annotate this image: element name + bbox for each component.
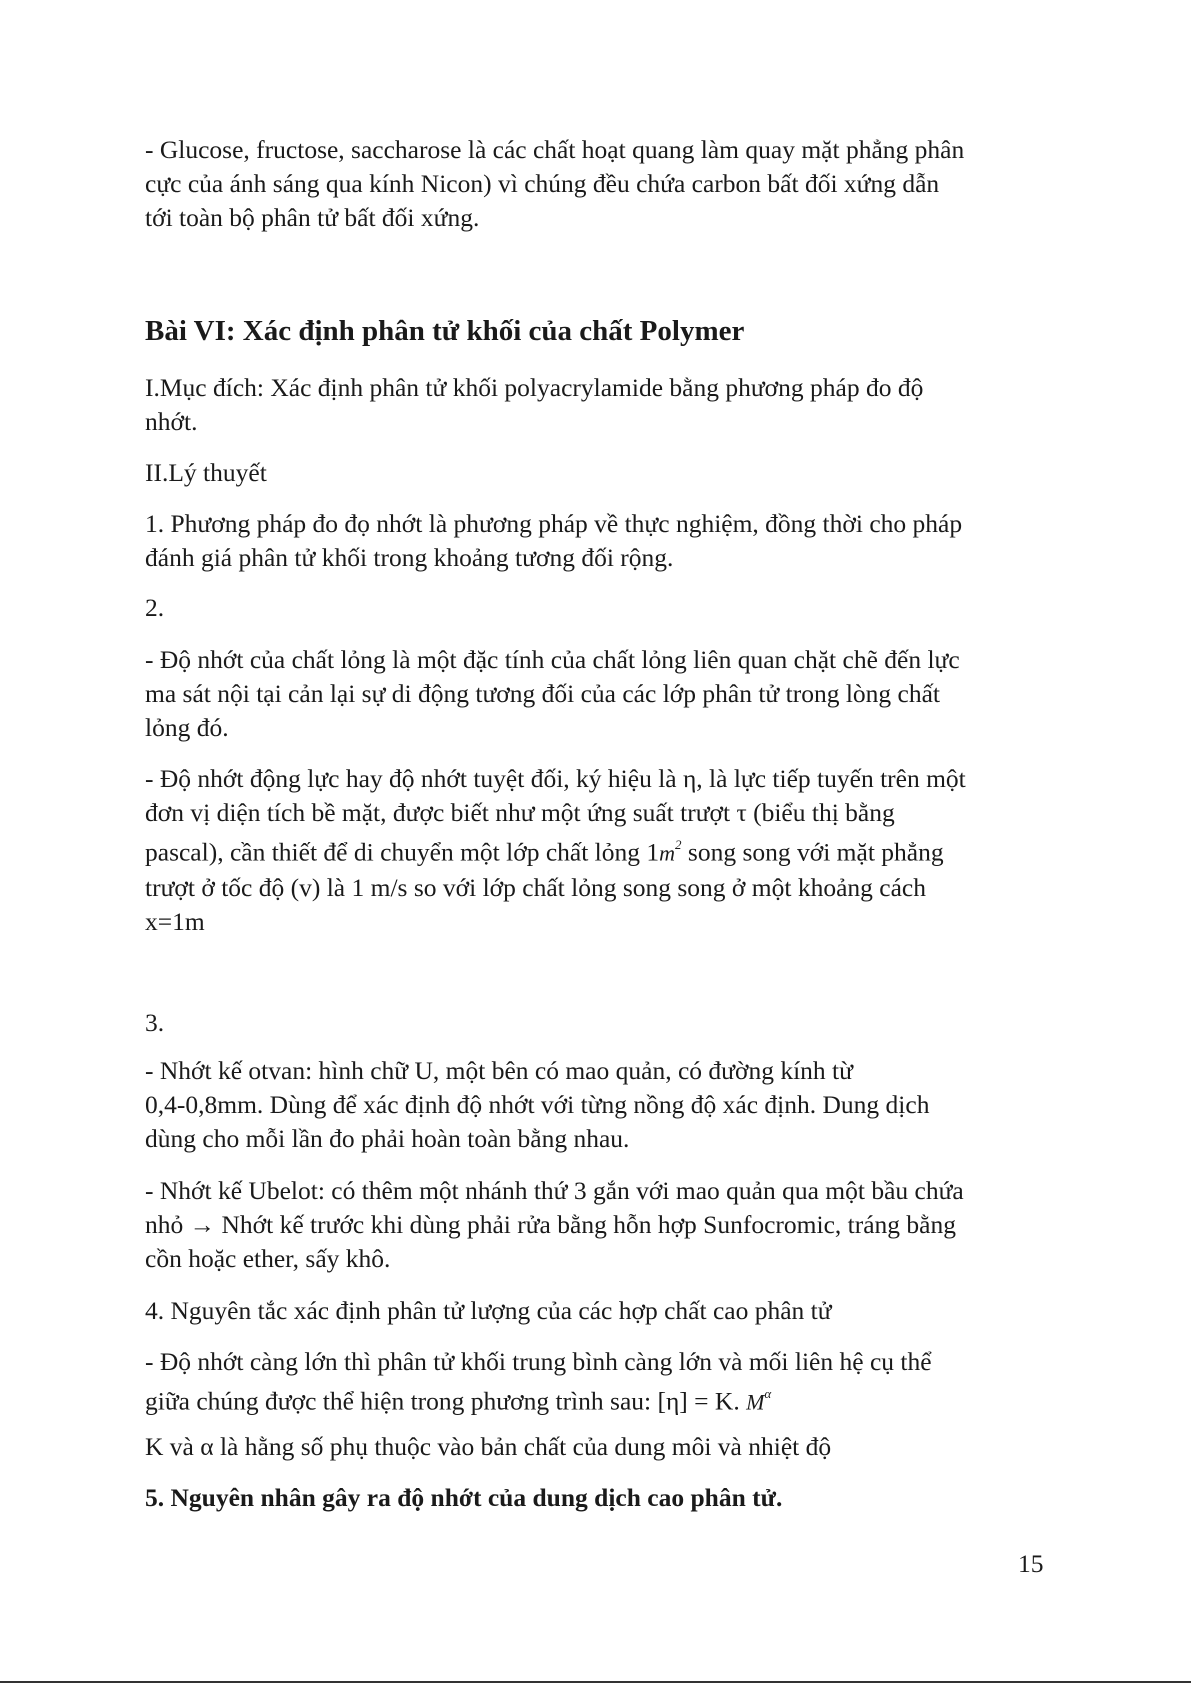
text-line: 1. Phương pháp đo đọ nhớt là phương pháp về thực nghiệm, đồng thời cho pháp: [145, 509, 963, 538]
superscript: α: [764, 1386, 772, 1401]
text-line: đánh giá phân tử khối trong khoảng tương đối rộng.: [145, 543, 674, 572]
item-2-paragraph-1: [145, 643, 1050, 745]
page-number: 15: [1018, 1549, 1044, 1578]
item-3-paragraph-2: [145, 1174, 1050, 1276]
text-segment: giữa chúng được thể hiện trong phương trình sau: [η] = K.: [145, 1386, 747, 1416]
item-3-paragraph-1: [145, 1054, 1050, 1156]
text-line: x=1m: [145, 906, 205, 936]
text-line: - Nhớt kế Ubelot: có thêm một nhánh thứ 3 gắn với mao quản qua một bầu chứa: [145, 1176, 964, 1205]
text-line: - Độ nhớt của chất lỏng là một đặc tính của chất lỏng liên quan chặt chẽ đến lực: [145, 645, 960, 674]
text-segment: song song với mặt phẳng: [681, 837, 944, 867]
text-line: - Độ nhớt động lực hay độ nhớt tuyệt đối, ký hiệu là η, là lực tiếp tuyến trên một: [145, 764, 966, 793]
text-line: II.Lý thuyết: [145, 458, 267, 487]
theory-title: [145, 456, 1050, 490]
item-4-title: [145, 1294, 1050, 1328]
text-line: [145, 830, 1050, 871]
text-line: đơn vị diện tích bề mặt, được biết như một ứng suất trượt τ (biểu thị bằng: [145, 798, 895, 827]
text-line: - Độ nhớt càng lớn thì phân tử khối trung bình càng lớn và mối liên hệ cụ thể: [145, 1347, 932, 1376]
text-line: [145, 1379, 1050, 1420]
text-line: K và α là hằng số phụ thuộc vào bản chất của dung môi và nhiệt độ: [145, 1432, 832, 1461]
text-line: nhớt.: [145, 407, 198, 436]
text-line: tới toàn bộ phân tử bất đối xứng.: [145, 203, 480, 232]
text-segment: pascal), cần thiết để di chuyển một lớp chất lỏng 1: [145, 837, 660, 867]
text-line: cực của ánh sáng qua kính Nicon) vì chúng đều chứa carbon bất đối xứng dẫn: [145, 169, 940, 198]
item-3-label: [145, 1006, 1050, 1040]
intro-paragraph: [145, 133, 1050, 235]
text-line: - Nhớt kế otvan: hình chữ U, một bên có mao quản, có đường kính từ: [145, 1056, 853, 1085]
superscript: 2: [675, 837, 682, 852]
text-line: 0,4-0,8mm. Dùng để xác định độ nhớt với từng nồng độ xác định. Dung dịch: [145, 1090, 930, 1119]
item-2-paragraph-2: [145, 762, 1050, 939]
text-line: 3.: [145, 1008, 165, 1037]
text-line: dùng cho mỗi lần đo phải hoàn toàn bằng nhau.: [145, 1124, 630, 1153]
purpose-paragraph: [145, 371, 1050, 439]
text-line: 2.: [145, 593, 165, 622]
text-line: I.Mục đích: Xác định phân tử khối polyacrylamide bằng phương pháp đo độ: [145, 373, 924, 402]
text-line: cồn hoặc ether, sấy khô.: [145, 1244, 391, 1273]
unit-symbol: m: [659, 840, 676, 866]
section-heading: Bài VI: Xác định phân tử khối của chất Polymer: [145, 315, 745, 347]
text-line: 4. Nguyên tắc xác định phân tử lượng của các hợp chất cao phân tử: [145, 1296, 832, 1325]
text-line: trượt ở tốc độ (v) là 1 m/s so với lớp chất lỏng song song ở một khoảng cách: [145, 872, 926, 902]
formula-base: M: [746, 1389, 765, 1415]
item-4-paragraph-1: [145, 1345, 1050, 1420]
item-4-paragraph-2: [145, 1430, 1050, 1464]
text-line: - Glucose, fructose, saccharose là các chất hoạt quang làm quay mặt phẳng phân: [145, 135, 965, 164]
item-1-paragraph: [145, 507, 1050, 575]
text-line: lỏng đó.: [145, 713, 229, 742]
text-line: 5. Nguyên nhân gây ra độ nhớt của dung dịch cao phân tử.: [145, 1483, 783, 1512]
item-2-label: [145, 591, 1050, 625]
page-divider: [0, 1681, 1191, 1683]
item-5-title: [145, 1481, 1050, 1515]
text-line: ma sát nội tại cản lại sự di động tương đối của các lớp phân tử trong lòng chất: [145, 679, 940, 708]
text-line: nhỏ → Nhớt kế trước khi dùng phải rửa bằng hỗn hợp Sunfocromic, tráng bằng: [145, 1210, 956, 1239]
